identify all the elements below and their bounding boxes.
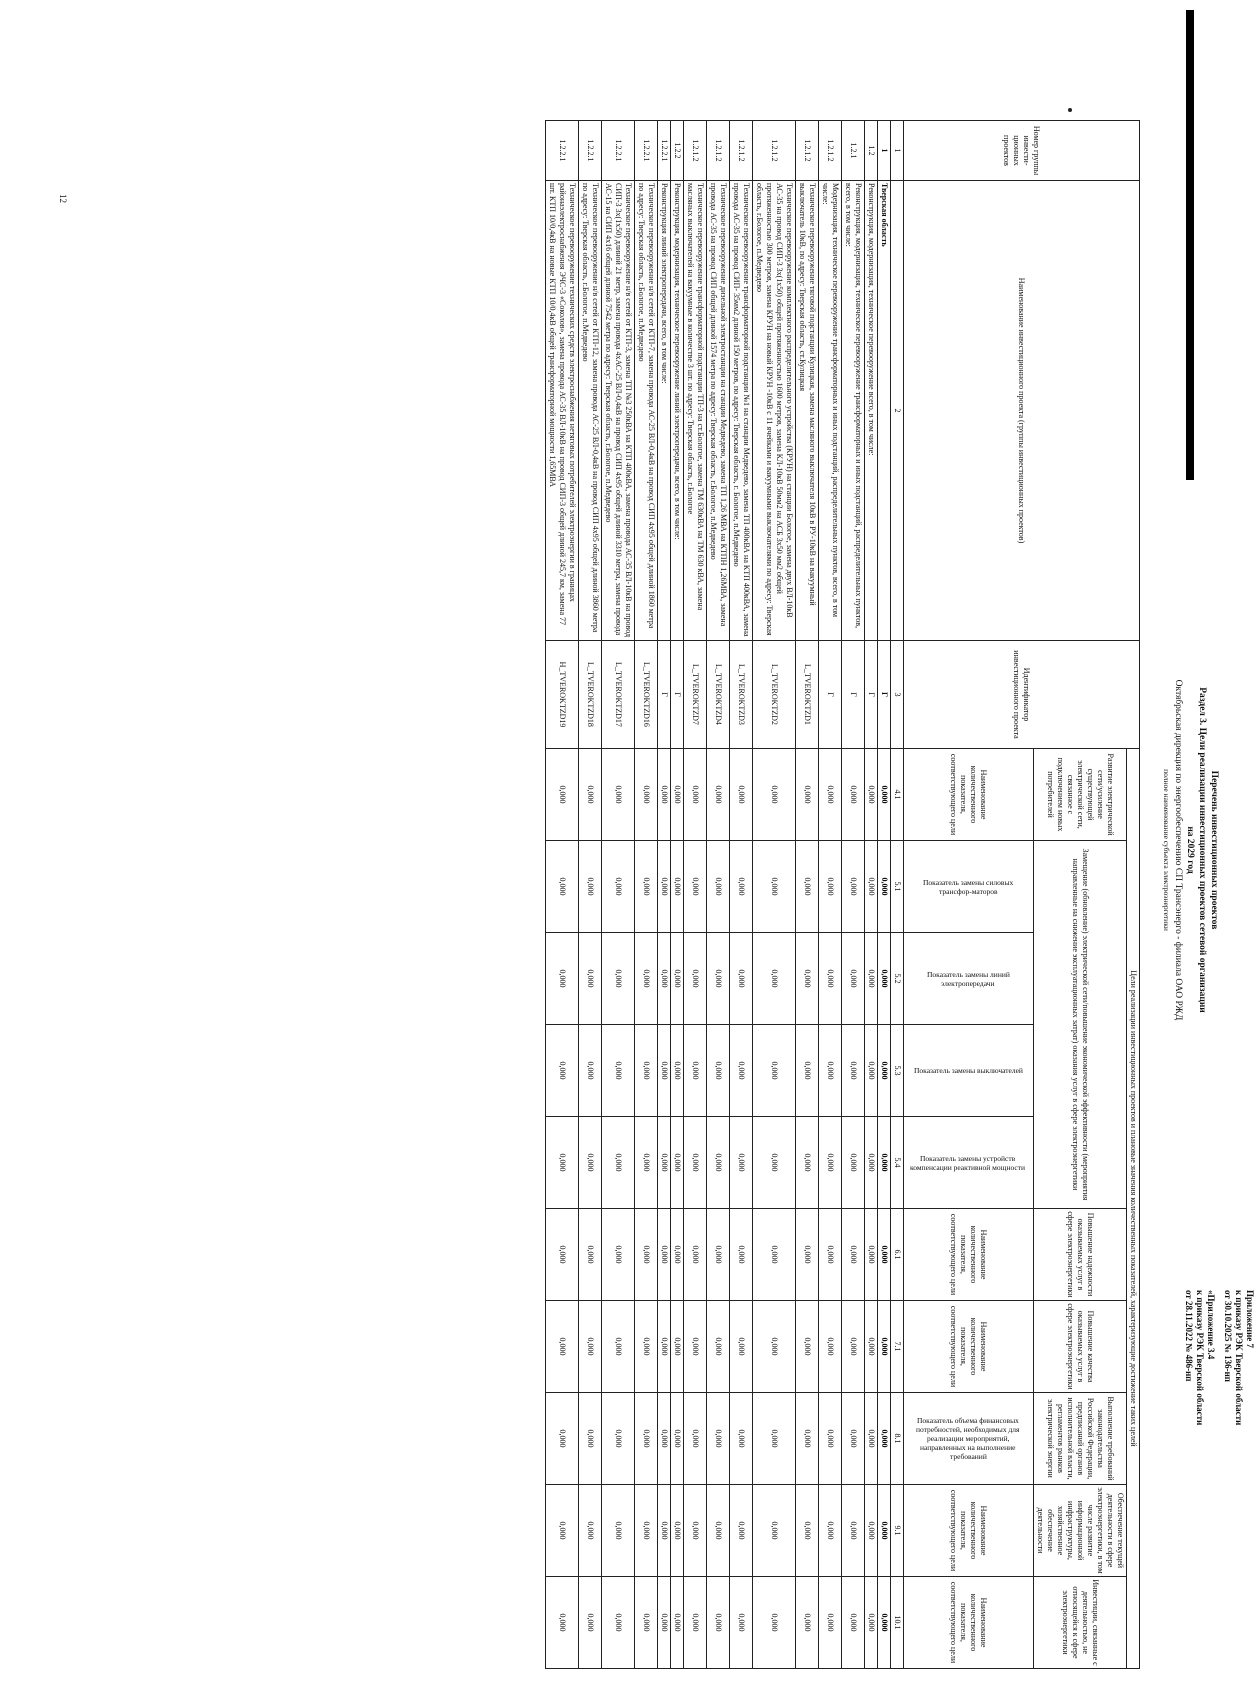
row-value: 0,000 xyxy=(819,841,842,933)
row-value: 0,000 xyxy=(865,1025,878,1117)
row-value: 0,000 xyxy=(546,1485,579,1577)
row-project-name: Техническое перевооружение н/в сетей от КТП-7, замена провода АС-25 ВЛ-0,4кВ на провод СИП 4х95 общей длиной 1860 метра по адресу: Тверская область, г.Бологое, п.Медведево xyxy=(635,181,658,641)
row-value: 0,000 xyxy=(707,1209,730,1301)
col-num: 4.1 xyxy=(891,749,904,841)
page-number: 12 xyxy=(58,194,68,203)
row-project-id: L_TVEROKTZD17 xyxy=(602,641,635,749)
table-row xyxy=(796,121,819,1669)
row-value: 0,000 xyxy=(707,749,730,841)
row-value: 0,000 xyxy=(602,841,635,933)
table-row xyxy=(546,121,579,1669)
table-row xyxy=(579,121,602,1669)
row-value: 0,000 xyxy=(684,749,707,841)
table-row xyxy=(671,121,684,1669)
table-row xyxy=(635,121,658,1669)
row-value: 0,000 xyxy=(684,1393,707,1485)
header-sub-5-2 xyxy=(904,933,1034,1025)
row-project-name: Техническое перевооружение трансформаторной подстанции ТП-3 на ст.Бологое, замена ТМ 630кВА на ТМ 630 кВА, замена масляных выключателей на вакуумные в количестве 3 шт. по адресу: Тверская область, г.Бологое xyxy=(684,181,707,641)
title-line: на 2029 год xyxy=(1185,826,1195,874)
row-project-name: Реконструкция, модернизация, техническое перевооружение всего, в том числе: xyxy=(865,181,878,641)
row-value: 0,000 xyxy=(730,749,753,841)
row-value: 0,000 xyxy=(753,1025,796,1117)
row-value: 0,000 xyxy=(684,1209,707,1301)
row-number: 1.2.2.1 xyxy=(546,121,579,181)
annex-line: от 28.11.2022 № 486-нп xyxy=(1184,1290,1194,1382)
row-value: 0,000 xyxy=(730,841,753,933)
row-value: 0,000 xyxy=(865,1485,878,1577)
row-value: 0,000 xyxy=(579,1025,602,1117)
row-value: 0,000 xyxy=(602,1577,635,1669)
row-value: 0,000 xyxy=(842,1301,865,1393)
table-row xyxy=(707,121,730,1669)
document-titles xyxy=(1160,350,1220,1350)
row-value: 0,000 xyxy=(878,1209,891,1301)
row-value: 0,000 xyxy=(796,933,819,1025)
row-value: 0,000 xyxy=(579,1577,602,1669)
row-value: 0,000 xyxy=(671,1025,684,1117)
header-sub-8-1-text: Показатель объема финансовых потребностей, необходимых для реализации мероприятий, направленных на выполнение требований xyxy=(916,1416,1021,1461)
row-value: 0,000 xyxy=(865,1393,878,1485)
row-value: 0,000 xyxy=(671,1393,684,1485)
title-line: Раздел 3. Цели реализации инвестиционных проектов сетевой организации xyxy=(1197,687,1207,1013)
row-value: 0,000 xyxy=(546,749,579,841)
row-value: 0,000 xyxy=(842,1117,865,1209)
row-project-id: Г xyxy=(842,641,865,749)
header-project-name: Наименование инвестиционного проекта (группы инвестиционных проектов) xyxy=(904,181,1140,641)
row-project-id: Г xyxy=(671,641,684,749)
row-project-id: L_TVEROKTZD3 xyxy=(730,641,753,749)
row-value: 0,000 xyxy=(579,1393,602,1485)
annex-block-current xyxy=(1222,1290,1255,1550)
table-row xyxy=(878,121,891,1669)
row-value: 0,000 xyxy=(684,1485,707,1577)
row-value: 0,000 xyxy=(842,841,865,933)
header-sub-8-1 xyxy=(904,1393,1034,1485)
row-value: 0,000 xyxy=(671,1485,684,1577)
row-value: 0,000 xyxy=(684,1117,707,1209)
row-project-name: Модернизация, техническое перевооружение трансформаторных и иных подстанций, распределительных пунктов, всего, в том числе: xyxy=(819,181,842,641)
header-sub-10-1: Наименование количественного показателя, соответствующего цели xyxy=(904,1577,1034,1669)
row-value: 0,000 xyxy=(842,1577,865,1669)
header-sub-5-3 xyxy=(904,1025,1034,1117)
row-value: 0,000 xyxy=(658,1117,671,1209)
table-row xyxy=(658,121,671,1669)
row-value: 0,000 xyxy=(730,1301,753,1393)
header-goal-6: Обеспечение текущей деятельности в сфере электроэнергетики, в том числе развитие информационной инфраструктуры, хозяйственное обеспечение деятельности xyxy=(1034,1485,1127,1577)
row-value: 0,000 xyxy=(602,933,635,1025)
row-value: 0,000 xyxy=(865,749,878,841)
row-value: 0,000 xyxy=(602,1485,635,1577)
row-number: 1.2.1.2 xyxy=(796,121,819,181)
table-wrapper xyxy=(290,120,1140,1680)
row-value: 0,000 xyxy=(796,1301,819,1393)
col-num: 1 xyxy=(891,121,904,181)
row-value: 0,000 xyxy=(602,1209,635,1301)
row-value: 0,000 xyxy=(707,841,730,933)
row-value: 0,000 xyxy=(546,1301,579,1393)
row-value: 0,000 xyxy=(658,1209,671,1301)
row-value: 0,000 xyxy=(753,1301,796,1393)
table-row xyxy=(730,121,753,1669)
row-value: 0,000 xyxy=(546,841,579,933)
annex-line: Приложение 7 xyxy=(1245,1290,1255,1349)
row-project-id: H_TVEROKTZD19 xyxy=(546,641,579,749)
row-value: 0,000 xyxy=(546,1025,579,1117)
row-value: 0,000 xyxy=(730,933,753,1025)
annex-line: к приказу РЭК Тверской области xyxy=(1195,1290,1205,1426)
row-value: 0,000 xyxy=(546,1117,579,1209)
row-number: 1 xyxy=(878,121,891,181)
row-value: 0,000 xyxy=(602,749,635,841)
row-project-id: L_TVEROKTZD2 xyxy=(753,641,796,749)
row-value: 0,000 xyxy=(684,841,707,933)
row-project-name: Тверская область xyxy=(878,181,891,641)
row-value: 0,000 xyxy=(878,1117,891,1209)
row-value: 0,000 xyxy=(671,1117,684,1209)
row-project-id: L_TVEROKTZD1 xyxy=(796,641,819,749)
row-value: 0,000 xyxy=(796,1025,819,1117)
header-sub-5-1-text: Показатель замены силовых трансфор-маторов xyxy=(923,877,1014,896)
table-row xyxy=(842,121,865,1669)
row-number: 1.2 xyxy=(865,121,878,181)
col-num: 5.1 xyxy=(891,841,904,933)
col-num: 6.1 xyxy=(891,1209,904,1301)
row-value: 0,000 xyxy=(579,749,602,841)
row-number: 1.2.1.2 xyxy=(707,121,730,181)
row-project-name: Техническое перевооружение технических средств электроснабжения нетяговых потребителей электроэнергии в границах районаэлектроснабжения ЭЧС-3 «Соколов», замена провода АС-35 ВЛ-10кВ на провод СИП-3 общей длиной 245,7 км, замена 77 шт. КТП 10/0,4кВ на новые КТП 10/0,4кВ общей трансформаторной мощности 1,65МВА xyxy=(546,181,579,641)
row-value: 0,000 xyxy=(796,1485,819,1577)
header-sub-4-1: Наименование количественного показателя, соответствующего цели xyxy=(904,749,1034,841)
header-goal-3: Повышение надежности оказываемых услуг в сфере электроэнергетики xyxy=(1034,1209,1127,1301)
row-value: 0,000 xyxy=(546,1209,579,1301)
row-value: 0,000 xyxy=(671,1301,684,1393)
row-value: 0,000 xyxy=(842,933,865,1025)
row-value: 0,000 xyxy=(819,1209,842,1301)
row-value: 0,000 xyxy=(730,1209,753,1301)
row-value: 0,000 xyxy=(753,1117,796,1209)
row-number: 1.2.2.1 xyxy=(602,121,635,181)
table-row xyxy=(602,121,635,1669)
row-value: 0,000 xyxy=(819,1393,842,1485)
row-value: 0,000 xyxy=(707,1117,730,1209)
row-project-id: L_TVEROKTZD18 xyxy=(579,641,602,749)
header-goal-5: Выполнение требований законодательства Российской Федерации, предписаний органов исполнительной власти, регламентов рынков электрической энергии xyxy=(1034,1393,1127,1485)
row-value: 0,000 xyxy=(635,1209,658,1301)
row-project-id: Г xyxy=(658,641,671,749)
header-goals: Цели реализации инвестиционных проектов и плановые значения количественных показателей, характеризующие достижение таких целей xyxy=(1127,749,1140,1669)
row-number: 1.2.2.1 xyxy=(658,121,671,181)
row-value: 0,000 xyxy=(602,1117,635,1209)
row-project-name: Техническое перевооружение тяговой подстанции Кулицкая, замена масляного выключателя 10кВ в РУ-10кВ на вакуумный выключатель 10кВ, по адресу: Тверская область, ст.Кулицкая xyxy=(796,181,819,641)
row-value: 0,000 xyxy=(796,1577,819,1669)
row-value: 0,000 xyxy=(671,841,684,933)
row-value: 0,000 xyxy=(602,1301,635,1393)
row-value: 0,000 xyxy=(878,1577,891,1669)
row-value: 0,000 xyxy=(753,1577,796,1669)
row-number: 1.2.1.2 xyxy=(684,121,707,181)
header-sub-5-1 xyxy=(904,841,1034,933)
row-value: 0,000 xyxy=(579,1485,602,1577)
row-value: 0,000 xyxy=(842,1025,865,1117)
row-value: 0,000 xyxy=(842,1485,865,1577)
row-value: 0,000 xyxy=(635,1393,658,1485)
document-sheet xyxy=(20,110,1255,1690)
row-value: 0,000 xyxy=(753,1209,796,1301)
row-number: 1.2.1 xyxy=(842,121,865,181)
row-value: 0,000 xyxy=(602,1393,635,1485)
row-number: 1.2.1.2 xyxy=(819,121,842,181)
row-value: 0,000 xyxy=(579,1117,602,1209)
row-value: 0,000 xyxy=(796,1393,819,1485)
col-num: 10.1 xyxy=(891,1577,904,1669)
table-row xyxy=(819,121,842,1669)
row-value: 0,000 xyxy=(753,1393,796,1485)
row-value: 0,000 xyxy=(684,1301,707,1393)
annex-line: «Приложение 3.4 xyxy=(1206,1290,1216,1360)
row-value: 0,000 xyxy=(579,1209,602,1301)
row-value: 0,000 xyxy=(878,1301,891,1393)
col-num: 5.3 xyxy=(891,1025,904,1117)
row-value: 0,000 xyxy=(819,1301,842,1393)
row-project-id: L_TVEROKTZD16 xyxy=(635,641,658,749)
header-goal-1: Развитие электрической сети/усиление существующей электрической сети, связанное с подключением новых потребителей xyxy=(1034,749,1127,841)
row-value: 0,000 xyxy=(878,841,891,933)
row-value: 0,000 xyxy=(730,1117,753,1209)
row-value: 0,000 xyxy=(753,841,796,933)
header-sub-5-3-text: Показатель замены выключателей xyxy=(914,1066,1023,1075)
row-value: 0,000 xyxy=(684,1577,707,1669)
row-value: 0,000 xyxy=(878,1393,891,1485)
row-project-id: L_TVEROKTZD4 xyxy=(707,641,730,749)
row-value: 0,000 xyxy=(707,1025,730,1117)
row-value: 0,000 xyxy=(730,1025,753,1117)
row-value: 0,000 xyxy=(635,1025,658,1117)
row-number: 1.2.2.1 xyxy=(579,121,602,181)
row-value: 0,000 xyxy=(819,749,842,841)
row-value: 0,000 xyxy=(707,1393,730,1485)
row-value: 0,000 xyxy=(579,1301,602,1393)
row-value: 0,000 xyxy=(819,1485,842,1577)
row-value: 0,000 xyxy=(671,1577,684,1669)
header-goal-2: Замещение (обновление) электрической сети/повышение экономической эффективности (мероприятия направленные на снижение эксплуатационных затрат) оказания услуг в сфере электроэнергетики xyxy=(1034,841,1127,1209)
table-row xyxy=(865,121,878,1669)
row-project-name: Техническое перевооружение трансформаторной подстанции №1 на станции Медведево, замена ТП 400кВА на КТП 400кВА, замена провода АС-35 на провод СИП- 35мм2 длиной 150 метров, по адресу: Тверская область, г. Бологое, п.Медведево xyxy=(730,181,753,641)
table-body xyxy=(546,121,891,1669)
row-project-id: Г xyxy=(865,641,878,749)
row-value: 0,000 xyxy=(842,1209,865,1301)
row-project-name: Реконструкция, модернизация, техническое перевооружение трансформаторных и иных подстанций, распределительных пунктов, всего, в том числе: xyxy=(842,181,865,641)
row-value: 0,000 xyxy=(865,1577,878,1669)
table-row xyxy=(684,121,707,1669)
row-value: 0,000 xyxy=(635,1577,658,1669)
row-value: 0,000 xyxy=(865,1117,878,1209)
col-num: 5.4 xyxy=(891,1117,904,1209)
row-value: 0,000 xyxy=(842,749,865,841)
row-number: 1.2.2 xyxy=(671,121,684,181)
row-project-name: Реконструкция, модернизация, техническое перевооружение линий электропередачи, всего, в том числе: xyxy=(671,181,684,641)
row-value: 0,000 xyxy=(658,1485,671,1577)
row-value: 0,000 xyxy=(865,1209,878,1301)
row-value: 0,000 xyxy=(635,841,658,933)
row-value: 0,000 xyxy=(865,841,878,933)
row-value: 0,000 xyxy=(707,1301,730,1393)
col-num: 5.2 xyxy=(891,933,904,1025)
row-value: 0,000 xyxy=(878,749,891,841)
header-goal-4: Повышение качества оказываемых услуг в сфере электроэнергетики xyxy=(1034,1301,1127,1393)
row-value: 0,000 xyxy=(658,841,671,933)
annex-line: к приказу РЭК Тверской области xyxy=(1234,1290,1244,1426)
column-number-row xyxy=(891,121,904,1669)
row-value: 0,000 xyxy=(658,749,671,841)
row-value: 0,000 xyxy=(707,1577,730,1669)
row-project-name: Техническое перевооружение комплектного распределительного устройства (КРУН) на станции Бологое, замена двух ВЛ-10кВ АС-35 на провод СИП-3 3х(1х50) общей протяженностью 1600 метров, замена КЛ-10кВ 50мм2 на АСБ 3х50 мм2 общей протяженностью 300 метров, замена КРУН на новый КРУН -10кВ с 11 ячейками и вакуумными выключателями по адресу: Тверская область, г.Бологое, п.Медведево xyxy=(753,181,796,641)
goals-table xyxy=(545,120,1140,1669)
row-value: 0,000 xyxy=(878,1025,891,1117)
title-line: Перечень инвестиционных проектов xyxy=(1209,770,1219,930)
row-value: 0,000 xyxy=(658,933,671,1025)
row-value: 0,000 xyxy=(819,1025,842,1117)
row-value: 0,000 xyxy=(819,1117,842,1209)
header-sub-5-4 xyxy=(904,1117,1034,1209)
row-value: 0,000 xyxy=(730,1393,753,1485)
title-line: Октябрьская дирекция по энергообеспечению СП Трансэнерго - филиала ОАО РЖД xyxy=(1173,679,1183,1021)
row-project-name: Техническое перевооружение дизельной электростанции на станции Медведево, замена ТП 1,26 МВА на КТПН 1,26МВА, замена провода АС-35 на провод СИП общей длиной 1574 метра по адресу: Тверская область, г.Бологое, п.Медведево xyxy=(707,181,730,641)
row-project-id: Г xyxy=(878,641,891,749)
row-value: 0,000 xyxy=(819,933,842,1025)
row-value: 0,000 xyxy=(546,933,579,1025)
col-num: 2 xyxy=(891,181,904,641)
row-value: 0,000 xyxy=(753,933,796,1025)
title-caption: полное наименование субъекта электроэнергетики xyxy=(1162,769,1171,931)
row-value: 0,000 xyxy=(671,1209,684,1301)
row-value: 0,000 xyxy=(730,1577,753,1669)
row-value: 0,000 xyxy=(635,1117,658,1209)
row-value: 0,000 xyxy=(658,1025,671,1117)
row-value: 0,000 xyxy=(707,1485,730,1577)
row-value: 0,000 xyxy=(546,1577,579,1669)
header-sub-9-1: Наименование количественного показателя, соответствующего цели xyxy=(904,1485,1034,1577)
row-project-id: L_TVEROKTZD7 xyxy=(684,641,707,749)
row-value: 0,000 xyxy=(730,1485,753,1577)
col-num: 3 xyxy=(891,641,904,749)
header-goal-7: Инвестиции, связанные с деятельностью, не относящейся к сфере электроэнергетики xyxy=(1034,1577,1127,1669)
header-number: Номер группы инвести-ционных проектов xyxy=(904,121,1140,181)
row-value: 0,000 xyxy=(707,933,730,1025)
row-number: 1.2.1.2 xyxy=(730,121,753,181)
row-value: 0,000 xyxy=(796,841,819,933)
row-value: 0,000 xyxy=(865,933,878,1025)
row-value: 0,000 xyxy=(753,1485,796,1577)
row-number: 1.2.2.1 xyxy=(635,121,658,181)
header-project-id: Идентификатор инвестиционного проекта xyxy=(904,641,1140,749)
row-value: 0,000 xyxy=(579,841,602,933)
col-num: 8.1 xyxy=(891,1393,904,1485)
row-value: 0,000 xyxy=(635,749,658,841)
annex-line: от 30.10.2025 № 136-нп xyxy=(1223,1290,1233,1382)
row-project-id: Г xyxy=(819,641,842,749)
row-value: 0,000 xyxy=(635,1485,658,1577)
row-project-name: Техническое перевооружение н/в сетей от КТП-3, замена ТП №3 250кВА на КТП 400кВА, замена провода АС-35 ВЛ-10кВ на провод СИП-3 3х(1х50) длиной 21 метр, замена провода 4хАС-25 ВЛ-0,4кВ на провод СИП 4х95 общей длиной 3310 метра, замена провода АС-15 на СИП 4х16 общей длиной 7542 метра по адресу: Тверская область, г.Бологое, п.Медведево xyxy=(602,181,635,641)
row-value: 0,000 xyxy=(671,933,684,1025)
row-value: 0,000 xyxy=(878,933,891,1025)
row-project-name: Реконструкция линий электропередачи, всего, в том числе: xyxy=(658,181,671,641)
row-project-name: Техническое перевооружение н/в сетей от КТП-12, замена провода АС-25 ВЛ-0,4кВ на провод СИП 4х95 общей длиной 3860 метра по адресу: Тверская область, г.Бологое, п.Медведево xyxy=(579,181,602,641)
row-value: 0,000 xyxy=(878,1485,891,1577)
row-value: 0,000 xyxy=(796,1117,819,1209)
row-value: 0,000 xyxy=(842,1393,865,1485)
row-value: 0,000 xyxy=(684,1025,707,1117)
row-value: 0,000 xyxy=(819,1577,842,1669)
row-value: 0,000 xyxy=(658,1301,671,1393)
row-value: 0,000 xyxy=(671,749,684,841)
row-value: 0,000 xyxy=(753,749,796,841)
row-value: 0,000 xyxy=(602,1025,635,1117)
row-value: 0,000 xyxy=(796,1209,819,1301)
header-sub-7-1: Наименование количественного показателя, соответствующего цели xyxy=(904,1301,1034,1393)
col-num: 9.1 xyxy=(891,1485,904,1577)
row-value: 0,000 xyxy=(546,1393,579,1485)
header-sub-5-4-text: Показатель замены устройств компенсации реактивной мощности xyxy=(910,1153,1026,1172)
table-row xyxy=(753,121,796,1669)
row-value: 0,000 xyxy=(796,749,819,841)
row-value: 0,000 xyxy=(658,1393,671,1485)
row-value: 0,000 xyxy=(658,1577,671,1669)
row-value: 0,000 xyxy=(684,933,707,1025)
row-number: 1.2.1.2 xyxy=(753,121,796,181)
col-num: 7.1 xyxy=(891,1301,904,1393)
row-value: 0,000 xyxy=(865,1301,878,1393)
row-value: 0,000 xyxy=(579,933,602,1025)
row-value: 0,000 xyxy=(635,933,658,1025)
header-sub-5-2-text: Показатель замены линий электропередачи xyxy=(927,969,1010,988)
row-value: 0,000 xyxy=(635,1301,658,1393)
header-sub-6-1: Наименование количественного показателя, соответствующего цели xyxy=(904,1209,1034,1301)
